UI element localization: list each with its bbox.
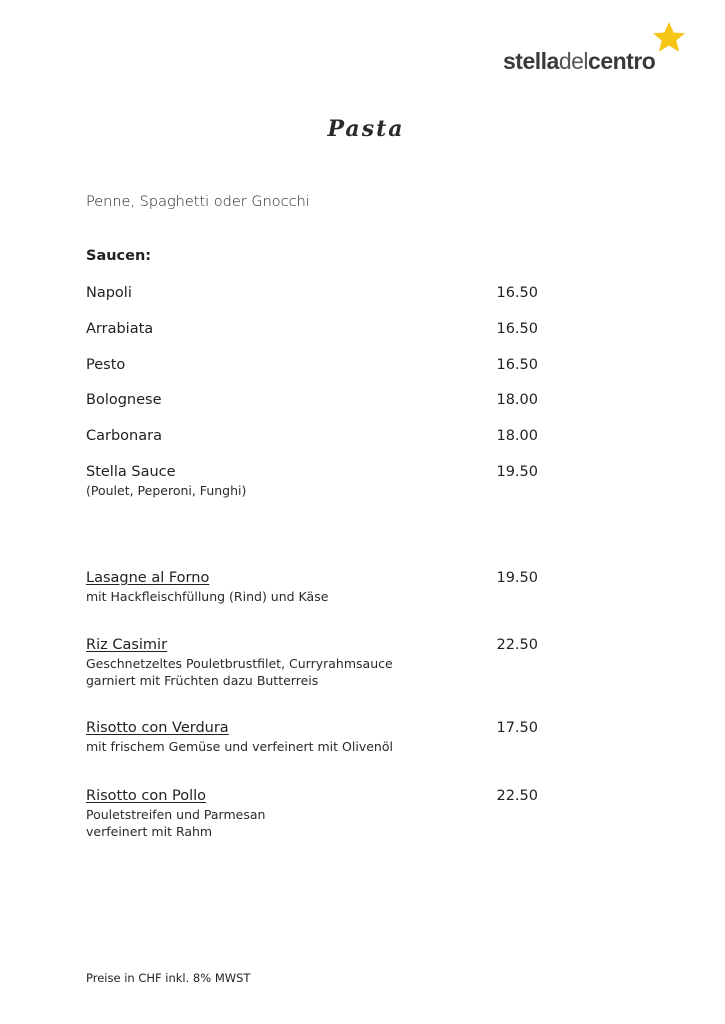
sauces-heading: Saucen:	[86, 248, 152, 264]
menu-item	[86, 787, 538, 840]
item-name: Napoli	[86, 285, 132, 301]
menu-item	[86, 719, 538, 755]
item-price: 19.50	[496, 570, 538, 586]
item-name: Risotto con Pollo	[86, 788, 207, 804]
item-name: Bolognese	[86, 392, 162, 408]
item-description: (Poulet, Peperoni, Funghi)	[86, 483, 247, 498]
item-description: verfeinert mit Rahm	[86, 824, 213, 839]
item-price: 16.50	[496, 321, 538, 337]
menu-item	[86, 391, 538, 410]
item-name: Lasagne al Forno	[86, 570, 210, 586]
item-description: garniert mit Früchten dazu Butterreis	[86, 673, 319, 688]
brand-logo	[503, 22, 693, 78]
item-price: 16.50	[496, 285, 538, 301]
item-name: Arrabiata	[86, 321, 154, 337]
item-price: 18.00	[496, 428, 538, 444]
item-name: Carbonara	[86, 428, 162, 444]
price-footnote: Preise in CHF inkl. 8% MWST	[86, 971, 251, 985]
pasta-types: Penne, Spaghetti oder Gnocchi	[86, 194, 310, 210]
item-name: Pesto	[86, 357, 126, 373]
menu-item	[86, 463, 538, 499]
menu-item	[86, 636, 538, 689]
page-title: Pasta	[327, 116, 405, 142]
item-description: mit frischem Gemüse und verfeinert mit Olivenöl	[86, 739, 393, 754]
item-name: Risotto con Verdura	[86, 720, 229, 736]
item-price: 16.50	[496, 357, 538, 373]
logo-wordmark: stelladelcentro	[503, 48, 656, 74]
star-icon	[649, 22, 689, 54]
item-name: Stella Sauce	[86, 464, 176, 480]
item-price: 18.00	[496, 392, 538, 408]
item-price: 22.50	[496, 788, 538, 804]
item-price: 22.50	[496, 637, 538, 653]
item-price: 17.50	[496, 720, 538, 736]
item-price: 19.50	[496, 464, 538, 480]
menu-item	[86, 427, 538, 446]
menu-item	[86, 569, 538, 605]
item-name: Riz Casimir	[86, 637, 168, 653]
menu-item	[86, 320, 538, 339]
menu-item	[86, 284, 538, 303]
item-description: Geschnetzeltes Pouletbrustfilet, Curryrahmsauce	[86, 656, 393, 671]
item-description: mit Hackfleischfüllung (Rind) und Käse	[86, 589, 329, 604]
item-description: Pouletstreifen und Parmesan	[86, 807, 266, 822]
menu-item	[86, 356, 538, 375]
